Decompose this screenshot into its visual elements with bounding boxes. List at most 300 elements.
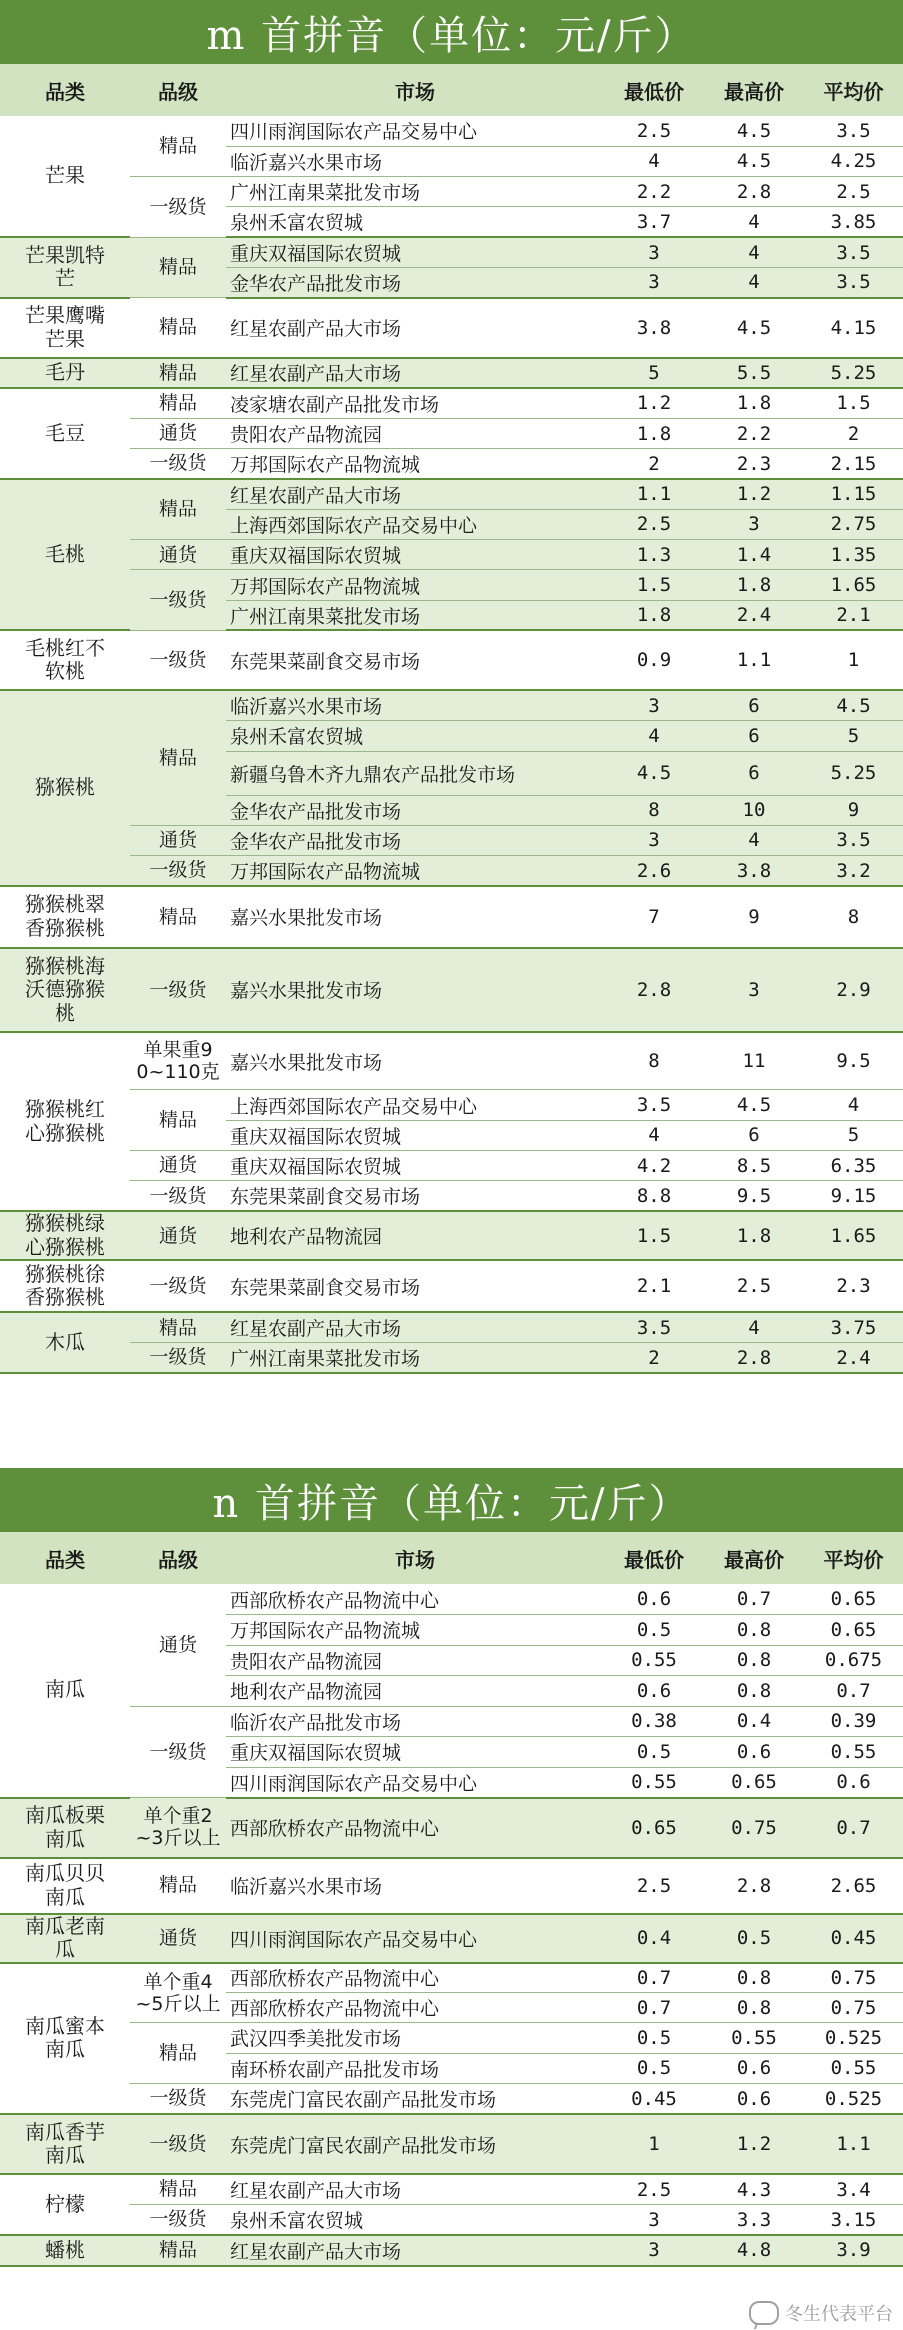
market-name: 新疆乌鲁木齐九鼎农产品批发市场 [226, 751, 604, 795]
table-row [0, 540, 903, 570]
avg-price: 1.5 [804, 388, 903, 418]
market-name: 广州江南果菜批发市场 [226, 1343, 604, 1373]
grade-name: 精品 [130, 116, 226, 177]
market-name: 重庆双福国际农贸城 [226, 540, 604, 570]
max-price: 4.3 [704, 2174, 804, 2205]
market-name: 金华农产品批发市场 [226, 267, 604, 297]
table-row [0, 2084, 903, 2115]
watermark [749, 2300, 893, 2326]
max-price: 1.2 [704, 479, 804, 509]
max-price: 0.7 [704, 1584, 804, 1615]
min-price: 2.1 [604, 1260, 704, 1312]
grade-name: 精品 [130, 690, 226, 825]
max-price: 1.1 [704, 630, 804, 690]
grade-name: 单个重2 ~3斤以上 [130, 1798, 226, 1858]
market-name: 地利农产品物流园 [226, 1211, 604, 1260]
grade-name: 精品 [130, 237, 226, 298]
market-name: 东莞果菜副食交易市场 [226, 630, 604, 690]
max-price: 1.4 [704, 540, 804, 570]
table-row [0, 237, 903, 267]
market-name: 重庆双福国际农贸城 [226, 237, 604, 267]
category-name: 南瓜老南 瓜 [0, 1914, 130, 1963]
min-price: 1.5 [604, 1211, 704, 1260]
max-price: 0.6 [704, 2084, 804, 2115]
market-name: 红星农副产品大市场 [226, 2174, 604, 2205]
market-name: 嘉兴水果批发市场 [226, 948, 604, 1032]
category-name: 木瓜 [0, 1312, 130, 1373]
category-group [0, 237, 903, 298]
grade-name: 一级货 [130, 630, 226, 690]
table-row [0, 2023, 903, 2054]
market-name: 东莞虎门富民农副产品批发市场 [226, 2114, 604, 2174]
avg-price: 3.5 [804, 825, 903, 855]
avg-price: 8 [804, 886, 903, 948]
min-price: 8 [604, 795, 704, 825]
min-price: 5 [604, 358, 704, 388]
column-header: 平均价 [804, 64, 903, 116]
table-row [0, 948, 903, 1032]
min-price: 4 [604, 721, 704, 751]
category-group [0, 948, 903, 1032]
grade-name: 一级货 [130, 1260, 226, 1312]
max-price: 1.8 [704, 1211, 804, 1260]
max-price: 2.2 [704, 418, 804, 448]
avg-price: 3.2 [804, 856, 903, 886]
avg-price: 2.3 [804, 1260, 903, 1312]
avg-price: 0.675 [804, 1645, 903, 1676]
avg-price: 2.1 [804, 600, 903, 630]
column-header: 品类 [0, 1532, 130, 1584]
max-price: 4.5 [704, 146, 804, 176]
column-header: 最低价 [604, 64, 704, 116]
avg-price: 3.5 [804, 267, 903, 297]
grade-name: 一级货 [130, 1706, 226, 1798]
max-price: 2.3 [704, 449, 804, 479]
avg-price: 3.5 [804, 237, 903, 267]
min-price: 1.2 [604, 388, 704, 418]
avg-price: 4.25 [804, 146, 903, 176]
table-row [0, 1260, 903, 1312]
category-group [0, 1032, 903, 1211]
max-price: 0.8 [704, 1615, 804, 1646]
avg-price: 0.7 [804, 1798, 903, 1858]
watermark-text: 冬生代表平台 [785, 2304, 893, 2325]
grade-name: 通货 [130, 825, 226, 855]
grade-name: 通货 [130, 1914, 226, 1963]
avg-price: 1.65 [804, 570, 903, 600]
min-price: 3.5 [604, 1312, 704, 1342]
table-row [0, 1963, 903, 1993]
min-price: 3 [604, 690, 704, 720]
min-price: 0.9 [604, 630, 704, 690]
max-price: 6 [704, 721, 804, 751]
category-group [0, 2235, 903, 2266]
category-name: 猕猴桃海 沃德猕猴 桃 [0, 948, 130, 1032]
max-price: 4.5 [704, 116, 804, 146]
avg-price: 1 [804, 630, 903, 690]
max-price: 3.8 [704, 856, 804, 886]
min-price: 0.55 [604, 1767, 704, 1798]
category-name: 芒果 [0, 116, 130, 237]
category-name: 蟠桃 [0, 2235, 130, 2266]
min-price: 1.5 [604, 570, 704, 600]
category-name: 南瓜贝贝 南瓜 [0, 1858, 130, 1914]
market-name: 万邦国际农产品物流城 [226, 856, 604, 886]
avg-price: 2 [804, 418, 903, 448]
grade-name: 通货 [130, 540, 226, 570]
max-price: 4 [704, 237, 804, 267]
market-name: 万邦国际农产品物流城 [226, 570, 604, 600]
min-price: 4 [604, 146, 704, 176]
table-row [0, 570, 903, 600]
category-name: 毛丹 [0, 358, 130, 388]
max-price: 6 [704, 1120, 804, 1150]
avg-price: 1.1 [804, 2114, 903, 2174]
category-name: 猕猴桃红 心猕猴桃 [0, 1032, 130, 1211]
category-name: 猕猴桃徐 香猕猴桃 [0, 1260, 130, 1312]
min-price: 2.5 [604, 1858, 704, 1914]
avg-price: 2.15 [804, 449, 903, 479]
max-price: 4 [704, 207, 804, 237]
avg-price: 4.5 [804, 690, 903, 720]
min-price: 4 [604, 1120, 704, 1150]
market-name: 金华农产品批发市场 [226, 825, 604, 855]
table-row [0, 1706, 903, 1737]
max-price: 6 [704, 690, 804, 720]
table-row [0, 1090, 903, 1120]
grade-name: 精品 [130, 2023, 226, 2084]
max-price: 2.8 [704, 177, 804, 207]
category-name: 毛桃红不 软桃 [0, 630, 130, 690]
category-name: 毛桃 [0, 479, 130, 630]
avg-price: 0.525 [804, 2023, 903, 2054]
min-price: 3.8 [604, 298, 704, 358]
min-price: 1.1 [604, 479, 704, 509]
grade-name: 精品 [130, 886, 226, 948]
category-name: 猕猴桃 [0, 690, 130, 885]
grade-name: 通货 [130, 1151, 226, 1181]
table-row [0, 298, 903, 358]
min-price: 0.5 [604, 1737, 704, 1768]
min-price: 0.7 [604, 1993, 704, 2023]
avg-price: 1.65 [804, 1211, 903, 1260]
max-price: 0.8 [704, 1963, 804, 1993]
avg-price: 3.9 [804, 2235, 903, 2266]
max-price: 4 [704, 1312, 804, 1342]
category-group [0, 630, 903, 690]
grade-name: 精品 [130, 388, 226, 418]
min-price: 1.8 [604, 418, 704, 448]
table-row [0, 358, 903, 388]
max-price: 0.65 [704, 1767, 804, 1798]
market-name: 西部欣桥农产品物流中心 [226, 1963, 604, 1993]
table-row [0, 177, 903, 207]
table-row [0, 856, 903, 886]
max-price: 1.2 [704, 2114, 804, 2174]
chat-bubble-icon [749, 2301, 779, 2325]
min-price: 3 [604, 267, 704, 297]
market-name: 重庆双福国际农贸城 [226, 1151, 604, 1181]
grade-name: 单个重4 ~5斤以上 [130, 1963, 226, 2023]
grade-name: 通货 [130, 1211, 226, 1260]
market-name: 泉州禾富农贸城 [226, 721, 604, 751]
min-price: 0.38 [604, 1706, 704, 1737]
market-name: 红星农副产品大市场 [226, 298, 604, 358]
market-name: 西部欣桥农产品物流中心 [226, 1993, 604, 2023]
table-row [0, 449, 903, 479]
min-price: 1.8 [604, 600, 704, 630]
category-group [0, 388, 903, 479]
market-name: 四川雨润国际农产品交易中心 [226, 1767, 604, 1798]
min-price: 0.4 [604, 1914, 704, 1963]
table-row [0, 1343, 903, 1373]
category-name: 柠檬 [0, 2174, 130, 2235]
category-group [0, 1312, 903, 1373]
market-name: 广州江南果菜批发市场 [226, 177, 604, 207]
table-row [0, 418, 903, 448]
max-price: 0.75 [704, 1798, 804, 1858]
column-header: 品级 [130, 1532, 226, 1584]
column-header: 市场 [226, 1532, 604, 1584]
category-group [0, 479, 903, 630]
market-name: 东莞果菜副食交易市场 [226, 1260, 604, 1312]
table-row [0, 2205, 903, 2236]
avg-price: 0.45 [804, 1914, 903, 1963]
market-name: 红星农副产品大市场 [226, 358, 604, 388]
grade-name: 精品 [130, 1090, 226, 1151]
max-price: 2.5 [704, 1260, 804, 1312]
min-price: 2.5 [604, 116, 704, 146]
min-price: 1.3 [604, 540, 704, 570]
max-price: 2.4 [704, 600, 804, 630]
avg-price: 0.75 [804, 1963, 903, 1993]
avg-price: 0.39 [804, 1706, 903, 1737]
market-name: 东莞虎门富民农副产品批发市场 [226, 2084, 604, 2115]
min-price: 3 [604, 2205, 704, 2236]
category-name: 南瓜 [0, 1584, 130, 1798]
min-price: 0.7 [604, 1963, 704, 1993]
market-name: 贵阳农产品物流园 [226, 418, 604, 448]
min-price: 0.5 [604, 2053, 704, 2084]
market-name: 临沂嘉兴水果市场 [226, 146, 604, 176]
grade-name: 精品 [130, 298, 226, 358]
grade-name: 一级货 [130, 570, 226, 631]
min-price: 2.8 [604, 948, 704, 1032]
market-name: 嘉兴水果批发市场 [226, 1032, 604, 1090]
market-name: 泉州禾富农贸城 [226, 207, 604, 237]
avg-price: 1.35 [804, 540, 903, 570]
table-row [0, 2235, 903, 2266]
max-price: 4.5 [704, 298, 804, 358]
avg-price: 6.35 [804, 1151, 903, 1181]
avg-price: 0.55 [804, 1737, 903, 1768]
market-name: 红星农副产品大市场 [226, 479, 604, 509]
table-row [0, 388, 903, 418]
max-price: 9.5 [704, 1181, 804, 1211]
max-price: 0.55 [704, 2023, 804, 2054]
table-row [0, 1312, 903, 1342]
section-title: m 首拼音（单位：元/斤） [0, 0, 903, 64]
avg-price: 3.15 [804, 2205, 903, 2236]
market-name: 临沂嘉兴水果市场 [226, 690, 604, 720]
table-row [0, 886, 903, 948]
market-name: 武汉四季美批发市场 [226, 2023, 604, 2054]
avg-price: 5 [804, 721, 903, 751]
market-name: 万邦国际农产品物流城 [226, 1615, 604, 1646]
avg-price: 5.25 [804, 751, 903, 795]
price-table [0, 64, 903, 1374]
grade-name: 一级货 [130, 1343, 226, 1373]
column-header: 最低价 [604, 1532, 704, 1584]
min-price: 3 [604, 2235, 704, 2266]
category-group [0, 1260, 903, 1312]
min-price: 0.5 [604, 2023, 704, 2054]
min-price: 3.7 [604, 207, 704, 237]
grade-name: 精品 [130, 1858, 226, 1914]
avg-price: 3.5 [804, 116, 903, 146]
market-name: 临沂农产品批发市场 [226, 1706, 604, 1737]
table-row [0, 630, 903, 690]
min-price: 0.45 [604, 2084, 704, 2115]
max-price: 5.5 [704, 358, 804, 388]
avg-price: 2.5 [804, 177, 903, 207]
avg-price: 4 [804, 1090, 903, 1120]
table-row [0, 690, 903, 720]
avg-price: 4.15 [804, 298, 903, 358]
max-price: 2.8 [704, 1858, 804, 1914]
grade-name: 精品 [130, 2235, 226, 2266]
max-price: 3 [704, 509, 804, 539]
min-price: 0.6 [604, 1584, 704, 1615]
market-name: 上海西郊国际农产品交易中心 [226, 1090, 604, 1120]
min-price: 3.5 [604, 1090, 704, 1120]
max-price: 1.8 [704, 388, 804, 418]
table-row [0, 1181, 903, 1211]
market-name: 泉州禾富农贸城 [226, 2205, 604, 2236]
table-header-row [0, 64, 903, 116]
min-price: 2 [604, 1343, 704, 1373]
max-price: 2.8 [704, 1343, 804, 1373]
table-row [0, 825, 903, 855]
min-price: 0.55 [604, 1645, 704, 1676]
max-price: 0.6 [704, 2053, 804, 2084]
table-row [0, 1858, 903, 1914]
market-name: 临沂嘉兴水果市场 [226, 1858, 604, 1914]
min-price: 2 [604, 449, 704, 479]
market-name: 红星农副产品大市场 [226, 2235, 604, 2266]
column-header: 最高价 [704, 1532, 804, 1584]
max-price: 6 [704, 751, 804, 795]
market-name: 西部欣桥农产品物流中心 [226, 1798, 604, 1858]
category-group [0, 358, 903, 388]
market-name: 嘉兴水果批发市场 [226, 886, 604, 948]
avg-price: 9 [804, 795, 903, 825]
max-price: 8.5 [704, 1151, 804, 1181]
grade-name: 精品 [130, 2174, 226, 2205]
table-row [0, 1211, 903, 1260]
max-price: 0.5 [704, 1914, 804, 1963]
avg-price: 0.6 [804, 1767, 903, 1798]
category-group [0, 2174, 903, 2235]
max-price: 9 [704, 886, 804, 948]
min-price: 4.5 [604, 751, 704, 795]
column-header: 市场 [226, 64, 604, 116]
min-price: 2.6 [604, 856, 704, 886]
max-price: 11 [704, 1032, 804, 1090]
column-header: 最高价 [704, 64, 804, 116]
avg-price: 0.75 [804, 1993, 903, 2023]
market-name: 红星农副产品大市场 [226, 1312, 604, 1342]
max-price: 4 [704, 267, 804, 297]
max-price: 4.5 [704, 1090, 804, 1120]
price-table [0, 1532, 903, 2267]
min-price: 4.2 [604, 1151, 704, 1181]
avg-price: 0.65 [804, 1584, 903, 1615]
table-row [0, 2114, 903, 2174]
avg-price: 0.7 [804, 1676, 903, 1707]
avg-price: 0.55 [804, 2053, 903, 2084]
grade-name: 通货 [130, 418, 226, 448]
category-group [0, 1914, 903, 1963]
min-price: 8 [604, 1032, 704, 1090]
table-row [0, 116, 903, 146]
category-name: 毛豆 [0, 388, 130, 479]
avg-price: 2.9 [804, 948, 903, 1032]
avg-price: 9.5 [804, 1032, 903, 1090]
avg-price: 2.75 [804, 509, 903, 539]
category-name: 南瓜蜜本 南瓜 [0, 1963, 130, 2115]
min-price: 0.5 [604, 1615, 704, 1646]
max-price: 0.8 [704, 1645, 804, 1676]
category-group [0, 1858, 903, 1914]
category-name: 猕猴桃绿 心猕猴桃 [0, 1211, 130, 1260]
market-name: 重庆双福国际农贸城 [226, 1737, 604, 1768]
category-name: 南瓜板栗 南瓜 [0, 1798, 130, 1858]
market-name: 凌家塘农副产品批发市场 [226, 388, 604, 418]
avg-price: 1.15 [804, 479, 903, 509]
category-group [0, 116, 903, 237]
table-row [0, 1798, 903, 1858]
avg-price: 0.65 [804, 1615, 903, 1646]
max-price: 3.3 [704, 2205, 804, 2236]
column-header: 平均价 [804, 1532, 903, 1584]
category-group [0, 298, 903, 358]
min-price: 2.2 [604, 177, 704, 207]
grade-name: 一级货 [130, 948, 226, 1032]
avg-price: 0.525 [804, 2084, 903, 2115]
avg-price: 2.4 [804, 1343, 903, 1373]
max-price: 0.4 [704, 1706, 804, 1737]
avg-price: 3.85 [804, 207, 903, 237]
min-price: 0.6 [604, 1676, 704, 1707]
min-price: 3 [604, 237, 704, 267]
market-name: 东莞果菜副食交易市场 [226, 1181, 604, 1211]
column-header: 品类 [0, 64, 130, 116]
table-row [0, 479, 903, 509]
category-name: 芒果鹰嘴 芒果 [0, 298, 130, 358]
category-group [0, 1584, 903, 1798]
grade-name: 精品 [130, 358, 226, 388]
min-price: 1 [604, 2114, 704, 2174]
max-price: 10 [704, 795, 804, 825]
market-name: 广州江南果菜批发市场 [226, 600, 604, 630]
grade-name: 一级货 [130, 2114, 226, 2174]
grade-name: 一级货 [130, 856, 226, 886]
avg-price: 2.65 [804, 1858, 903, 1914]
table-row [0, 1032, 903, 1090]
market-name: 西部欣桥农产品物流中心 [226, 1584, 604, 1615]
category-name: 芒果凯特 芒 [0, 237, 130, 298]
